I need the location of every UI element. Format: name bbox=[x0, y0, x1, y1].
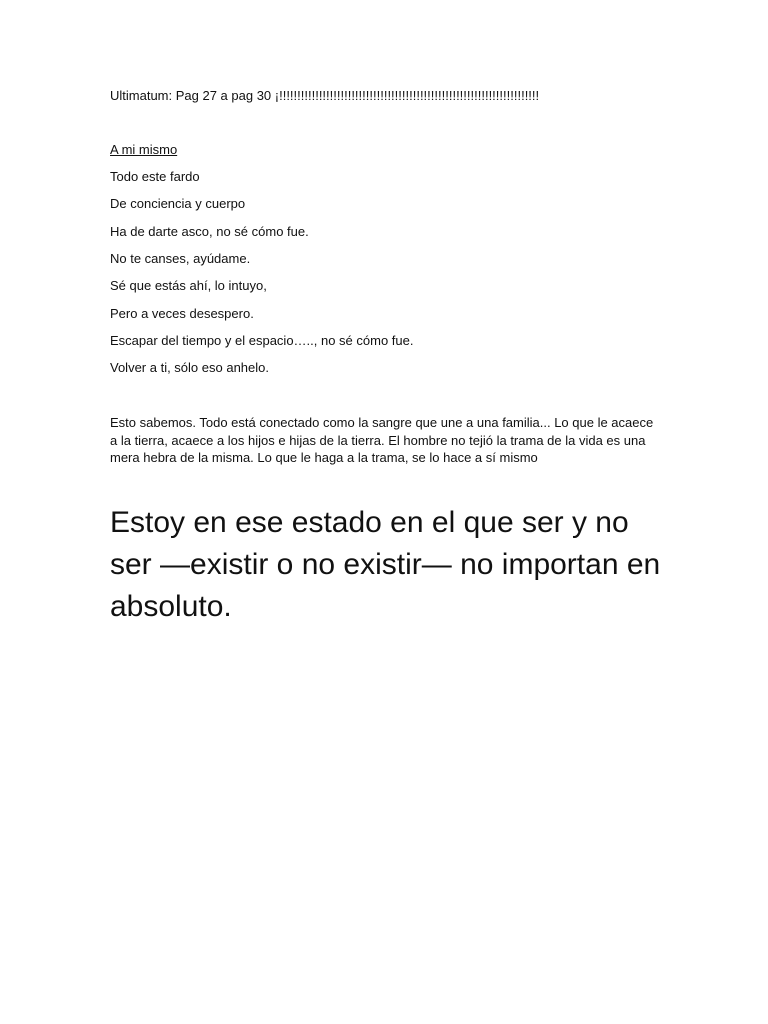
large-quote: Estoy en ese estado en el que ser y no ser —existir o no existir— no importan en absoluto. bbox=[110, 506, 661, 623]
poem-line: Todo este fardo bbox=[110, 169, 200, 184]
poem-line: Sé que estás ahí, lo intuyo, bbox=[110, 278, 267, 293]
poem-line: Pero a veces desespero. bbox=[110, 306, 254, 321]
poem-line: Volver a ti, sólo eso anhelo. bbox=[110, 360, 269, 375]
ultimatum-line: Ultimatum: Pag 27 a pag 30 ¡!!!!!!!!!!!!!!!!!!!!!!!!!!!!!!!!!!!!!!!!!!!!!!!!!!!!!!!!!!!!!!!!!!!!!!!! bbox=[110, 88, 540, 103]
poem-line: Escapar del tiempo y el espacio….., no sé cómo fue. bbox=[110, 333, 414, 348]
poem-line: De conciencia y cuerpo bbox=[110, 196, 246, 211]
poem-title: A mi mismo bbox=[110, 142, 178, 157]
poem-line: Ha de darte asco, no sé cómo fue. bbox=[110, 224, 309, 239]
body-paragraph: Esto sabemos. Todo está conectado como la sangre que une a una familia... Lo que le acaece a la tierra, acaece a los hijos e hijas de la tierra. El hombre no tejió la trama de la vida es una mera hebra de la misma. Lo que le haga a la trama, se lo hace a sí mismo bbox=[110, 415, 654, 465]
poem-line: No te canses, ayúdame. bbox=[110, 251, 251, 266]
